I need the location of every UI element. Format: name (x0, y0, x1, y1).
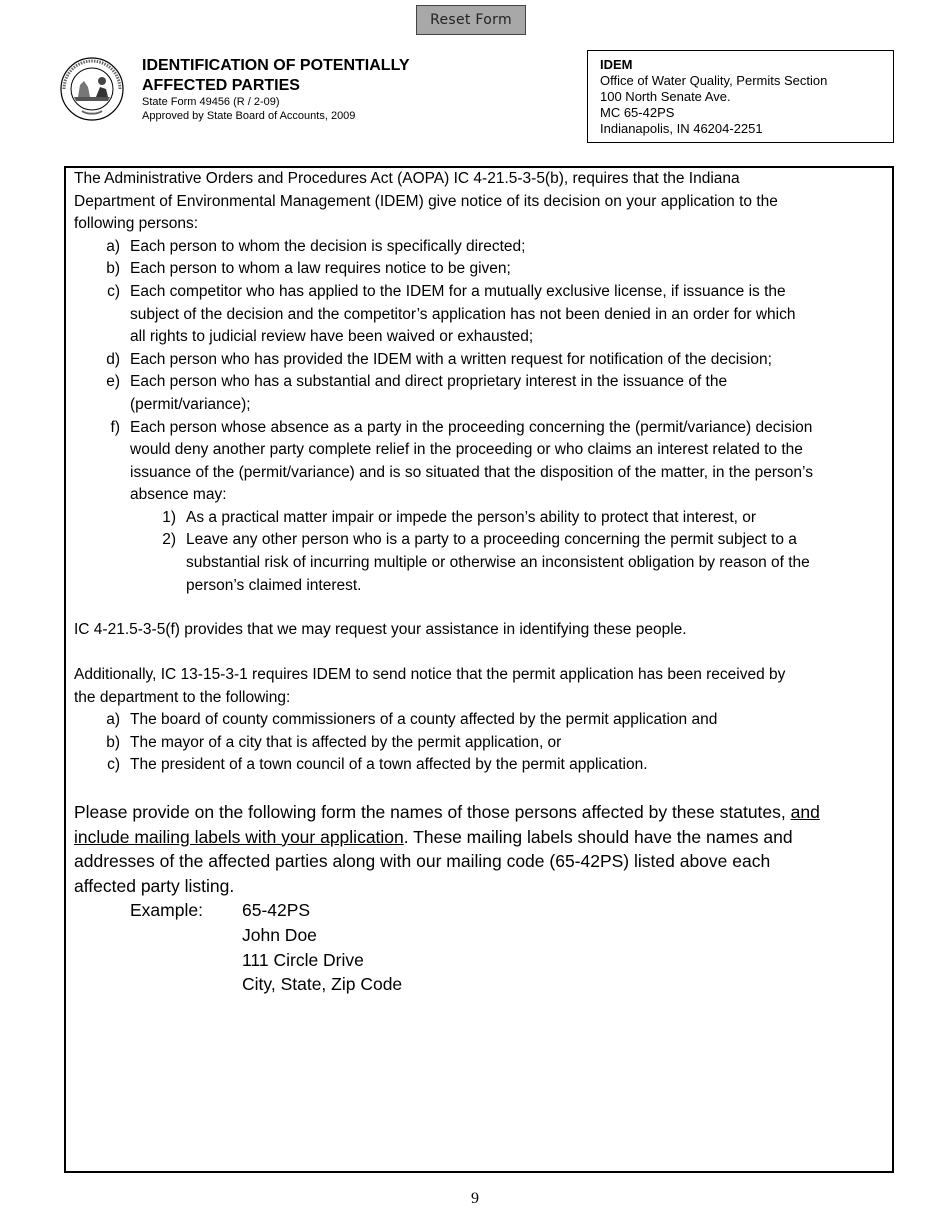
form-body (64, 166, 894, 1173)
address-line: Office of Water Quality, Permits Section (600, 73, 828, 88)
list-item-text: Each competitor who has applied to the IDEM for a mutually exclusive license, if issuance is the (130, 283, 786, 300)
list-item-text: The president of a town council of a town affected by the permit application. (130, 756, 648, 774)
address-org: IDEM (600, 57, 633, 72)
instruction-line (74, 825, 886, 850)
sublist-item-text: person’s claimed interest. (186, 576, 362, 594)
list-item-text: all rights to judicial review have been waived or exhausted; (130, 328, 534, 346)
paragraph-additional: the department to the following: (74, 688, 291, 706)
list-item-text: subject of the decision and the competitor’s application has not been denied in an order for which (130, 305, 796, 323)
sublist-item-label: 1) (162, 508, 176, 526)
list-item-text: Each person whose absence as a party in the proceeding concerning the (permit/variance) decision (130, 418, 813, 436)
paragraph-additional: Additionally, IC 13-15-3-1 requires IDEM to send notice that the permit application has been received by (74, 666, 786, 683)
list-item-label: d) (106, 350, 120, 368)
list-item-label: c) (107, 756, 120, 774)
form-number: State Form 49456 (R / 2-09) (142, 96, 280, 108)
example-line: 111 Circle Drive (242, 949, 364, 970)
list-item-text: Each person who has provided the IDEM with a written request for notification of the decision; (130, 350, 772, 368)
example-line: City, State, Zip Code (242, 974, 403, 995)
list-item-text: Each person to whom the decision is specifically directed; (130, 237, 526, 255)
instruction-text: Please provide on the following form the names of those persons affected by these statutes, (74, 802, 791, 822)
list-item-label: f) (110, 418, 120, 436)
instruction-text: . These mailing labels should have the names and (403, 826, 793, 847)
sublist-item-text: As a practical matter impair or impede the person’s ability to protect that interest, or (186, 508, 757, 526)
list-item-text: Each person who has a substantial and direct proprietary interest in the issuance of the (130, 373, 728, 391)
mailing-address-box (587, 50, 894, 143)
address-line: MC 65-42PS (600, 105, 675, 120)
instruction-underlined: include mailing labels with your application (74, 826, 404, 847)
list-item-text: Each person to whom a law requires notice to be given; (130, 260, 511, 278)
instruction-line (74, 800, 886, 825)
sublist-item-text: substantial risk of incurring multiple or otherwise an inconsistent obligation by reason of the (186, 554, 810, 571)
list-item-label: b) (106, 733, 120, 751)
form-title (142, 56, 472, 96)
instruction-line: affected party listing. (74, 875, 235, 896)
list-item-text: The mayor of a city that is affected by the permit application, or (130, 733, 562, 751)
sublist-item-text: Leave any other person who is a party to a proceeding concerning the permit subject to a (186, 531, 797, 549)
page-number: 9 (471, 1190, 479, 1207)
instruction-underlined: and (790, 802, 820, 822)
list-item-text: issuance of the (permit/variance) and is so situated that the disposition of the matter, in the person’s (130, 463, 813, 481)
list-item-text: would deny another party complete relief in the proceeding or who claims an interest related to the (130, 441, 803, 459)
title-line-1: IDENTIFICATION OF POTENTIALLY (142, 57, 410, 74)
approval-note: Approved by State Board of Accounts, 2009 (142, 110, 356, 122)
intro-line: following persons: (74, 215, 199, 233)
list-item-label: c) (107, 283, 120, 300)
list-item-label: a) (106, 237, 120, 255)
example-label: Example: (130, 900, 203, 921)
list-item-label: b) (106, 260, 120, 278)
list-item-label: e) (106, 373, 120, 391)
example-line: John Doe (242, 925, 317, 945)
example-line: 65-42PS (242, 900, 311, 921)
intro-line: Department of Environmental Management (IDEM) give notice of its decision on your application to the (74, 192, 778, 210)
list-item-text: absence may: (130, 486, 227, 504)
list-item-label: a) (106, 711, 120, 729)
paragraph-assistance: IC 4-21.5-3-5(f) provides that we may request your assistance in identifying these people. (74, 621, 687, 638)
reset-form-button[interactable]: Reset Form (416, 5, 526, 35)
sublist-item-label: 2) (162, 531, 176, 549)
instruction-line: addresses of the affected parties along with our mailing code (65-42PS) listed above each (74, 851, 771, 872)
address-line: Indianapolis, IN 46204-2251 (600, 121, 763, 136)
list-item-text: (permit/variance); (130, 396, 251, 413)
title-line-2: AFFECTED PARTIES (142, 77, 300, 94)
intro-line: The Administrative Orders and Procedures Act (AOPA) IC 4-21.5-3-5(b), requires that the Indiana (74, 170, 740, 187)
list-item-text: The board of county commissioners of a county affected by the permit application and (130, 711, 718, 729)
indiana-state-seal-icon (60, 57, 124, 121)
address-line: 100 North Senate Ave. (600, 89, 731, 104)
